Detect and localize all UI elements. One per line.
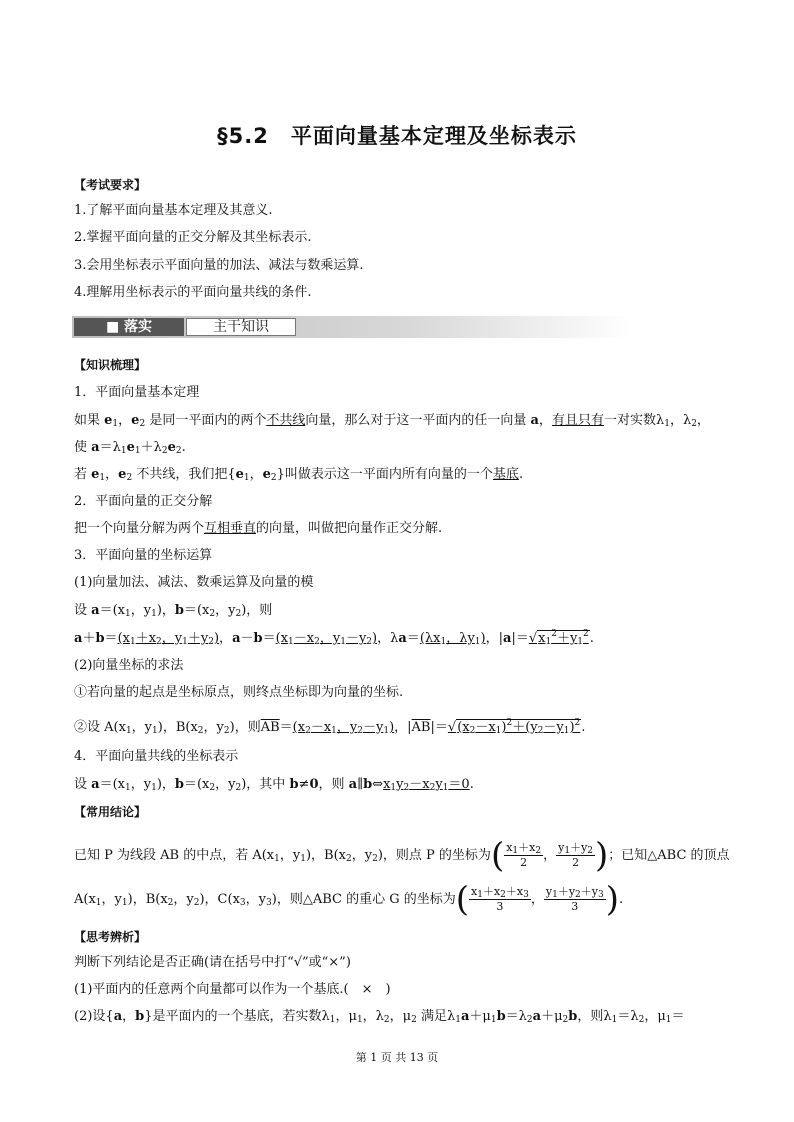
section-3-sub1: (1)向量加法、减法、数乘运算及向量的模 [74,575,314,590]
page-footer: 第 1 页 共 13 页 [355,1051,439,1064]
thinking-heading: 【思考辨析】 [74,930,147,944]
section-4-title: 4．平面向量共线的坐标表示 [74,749,239,764]
theorem-formula: 使 $a=\lambda_1e_1+\lambda_2e_2$. [74,440,186,456]
section-2-title: 2．平面向量的正交分解 [74,494,213,509]
vector-operations: $a+b=(x_1+x_2$，$y_1+y_2$)，$a-b=(x_1-x_2$，$y_1-y_2$)，$\lambda a=(\lambda x_1$，$\lambda y_1$)，$|a|=√x_1^2+y_1^2$. [74,629,594,647]
section-3-title: 3．平面向量的坐标运算 [74,548,213,563]
thinking-question-2: (2)设{a，b}是平面内的一个基底，若实数$\lambda_1$，$\mu_1$，$\lambda_2$，$\mu_2$ 满足$\lambda_1a+\mu_1b=\lambda_2a+\mu_2b$，则$\lambda_1=\lambda_2$，$\mu_1=$ [74,1009,685,1025]
exam-item-3: 3.会用坐标表示平面向量的加法、减法与数乘运算. [74,258,364,273]
exam-item-2: 2.掌握平面向量的正交分解及其坐标表示. [74,230,312,245]
section-3-sub2: (2)向量坐标的求法 [74,658,184,673]
section-3-sub2-item2: ②设 $A(x_1$，$y_1$)，$B(x_2$，$y_2$)，则$\overline{AB}=(x_2-x_1$，$y_2-y_1$)，$|\overline{AB}|=√(x_2-x_1)^2+(y_2-y_1)^2$. [74,718,586,736]
exam-item-1: 1.了解平面向量基本定理及其意义. [74,203,273,218]
thinking-question-1: (1)平面内的任意两个向量都可以作为一个基底.( × ) [74,982,391,997]
section-1-title: 1．平面向量基本定理 [74,385,200,400]
exam-item-4: 4.理解用坐标表示的平面向量共线的条件. [74,285,312,300]
theorem-statement: 如果 $e_1$，$e_2$ 是同一平面内的两个不共线向量，那么对于这一平面内的任一向量 a，有且只有一对实数$\lambda_1$，$\lambda_2$， [74,413,710,429]
thinking-intro: 判断下列结论是否正确(请在括号中打“√”或“×”) [74,955,351,970]
section-bar-dark-label: ■ 落实 [74,318,184,336]
page-title: §5.2 平面向量基本定理及坐标表示 [217,124,577,148]
conclusion-centroid: $A(x_1$，$y_1$)，$B(x_2$，$y_2$)，$C(x_3$，$y_3$)，则△ABC 的重心 G 的坐标为( $\frac{x_1+x_2+x_3}{3}$ ， $\frac{y_1+y_2+y_3}{3}$ ). [74,879,624,920]
conclusion-midpoint: 已知 P 为线段 AB 的中点，若 $A(x_1$，$y_1$)，$B(x_2$，$y_2$)，则点 P 的坐标为( $\frac{x_1+x_2}{2}$ ， $\frac{y_1+y_2}{2}$ )；已知△ABC 的顶点 [74,835,730,876]
basis-definition: 若 $e_1$，$e_2$ 不共线，我们把{$e_1$，$e_2$}叫做表示这一平面内所有向量的一个基底. [74,467,524,483]
section-bar-light-label: 主干知识 [186,318,296,336]
collinear-condition: 设 $a=(x_1$，$y_1$)，$b=(x_2$，$y_2$)，其中 b≠0，则 $a\parallel b\Leftrightarrow x_1y_2-x_2y_1=0$. [74,777,474,793]
vector-ab-setup: 设 $a=(x_1$，$y_1$)，$b=(x_2$，$y_2$)，则 [74,603,273,619]
orthogonal-decomposition: 把一个向量分解为两个互相垂直的向量，叫做把向量作正交分解. [74,521,443,536]
section-3-sub2-item1: ①若向量的起点是坐标原点，则终点坐标即为向量的坐标. [74,685,404,700]
conclusion-heading: 【常用结论】 [74,805,147,819]
exam-heading: 【考试要求】 [74,178,147,192]
knowledge-heading: 【知识梳理】 [74,358,147,372]
